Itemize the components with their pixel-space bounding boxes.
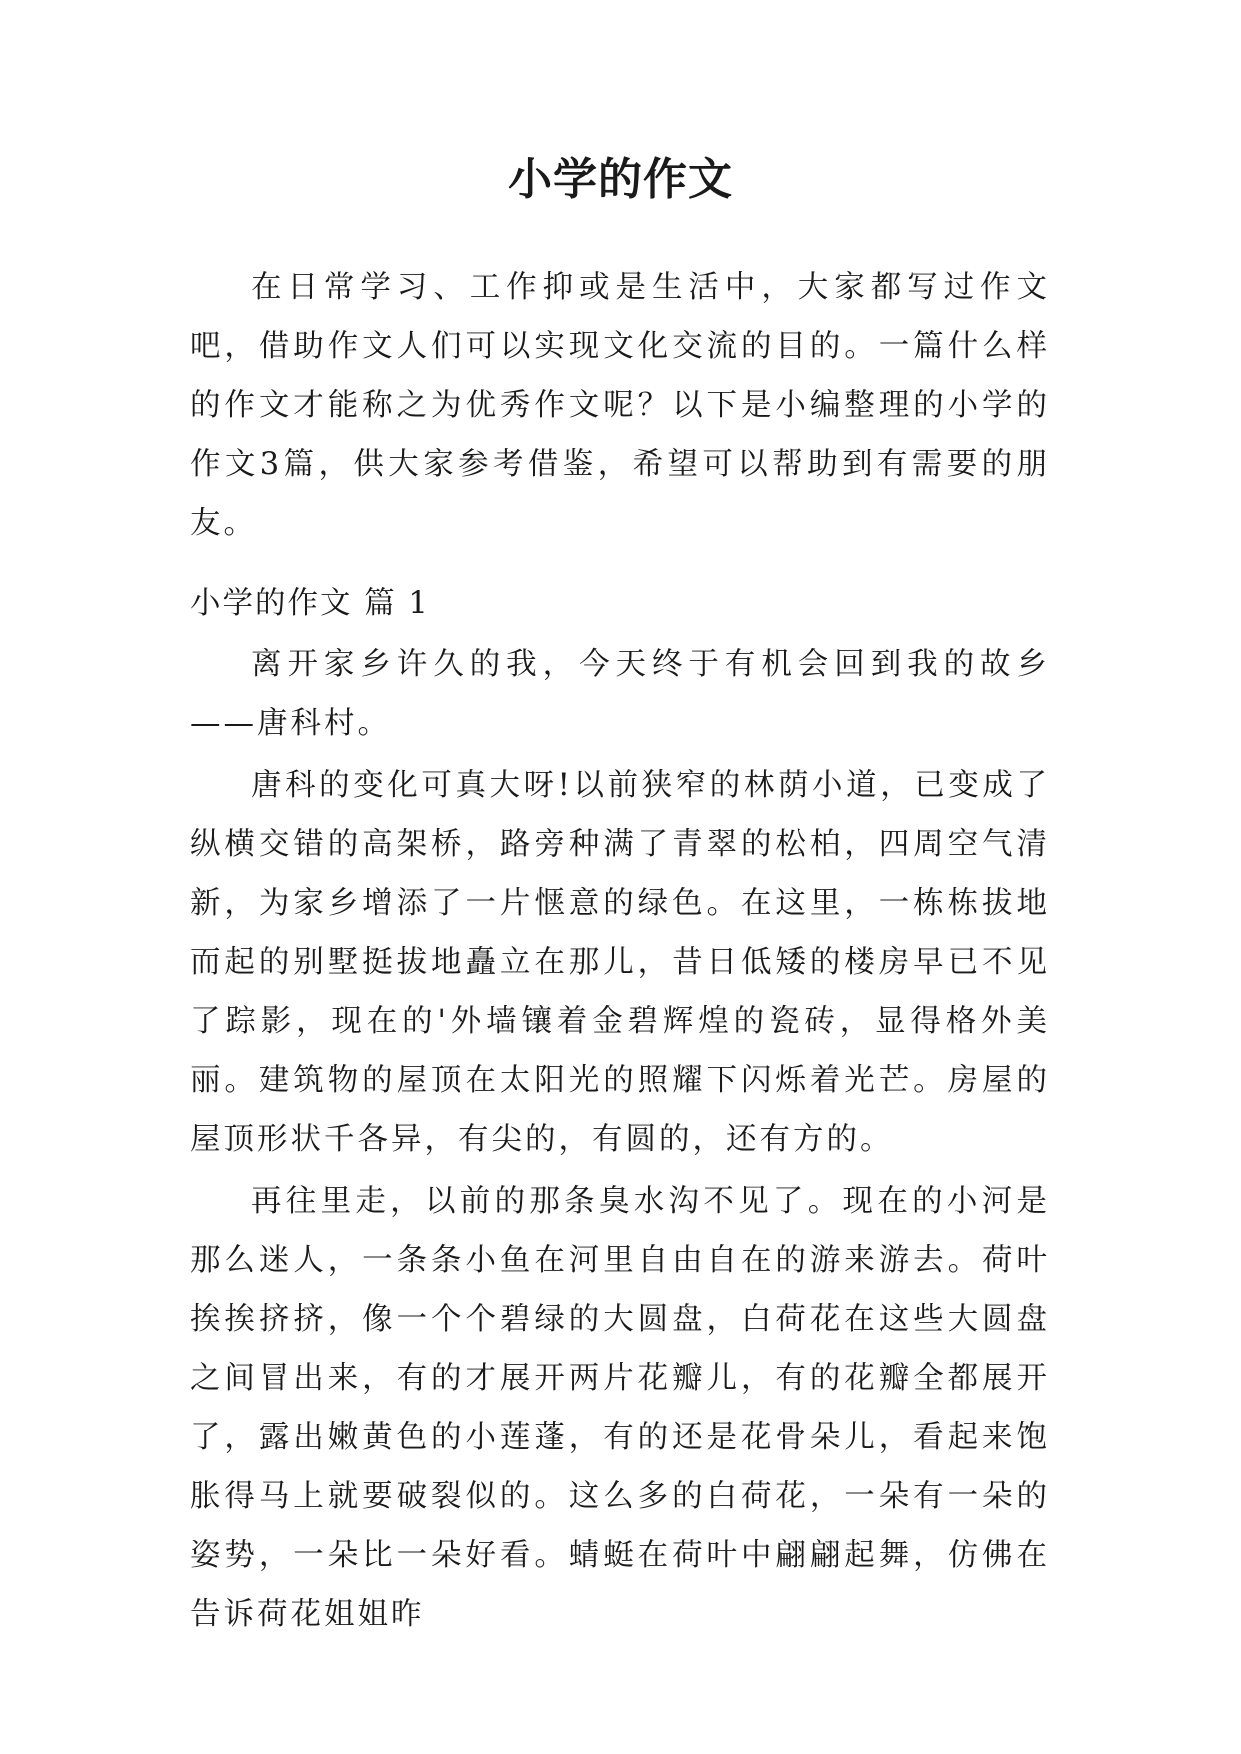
body-paragraph: 再往里走，以前的那条臭水沟不见了。现在的小河是那么迷人，一条条小鱼在河里自由自在的游来游去。荷叶挨挨挤挤，像一个个碧绿的大圆盘，白荷花在这些大圆盘之间冒出来，有的才展开两片花瓣儿，有的花瓣全都展开了，露出嫩黄色的小莲蓬，有的还是花骨朵儿，看起来饱胀得马上就要破裂似的。这么多的白荷花，一朵有一朵的姿势，一朵比一朵好看。蜻蜓在荷叶中翩翩起舞，仿佛在告诉荷花姐姐昨	[190, 1184, 1050, 1632]
body-paragraph: 离开家乡许久的我，今天终于有机会回到我的故乡——唐科村。	[190, 647, 1050, 741]
body-paragraph: 唐科的变化可真大呀!以前狭窄的林荫小道，已变成了纵横交错的高架桥，路旁种满了青翠的松柏，四周空气清新，为家乡增添了一片惬意的绿色。在这里，一栋栋拔地而起的别墅挺拔地矗立在那儿，昔日低矮的楼房早已不见了踪影，现在的'外墙镶着金碧辉煌的瓷砖，显得格外美丽。建筑物的屋顶在太阳光的照耀下闪烁着光芒。房屋的屋顶形状千各异，有尖的，有圆的，还有方的。	[190, 768, 1050, 1157]
section-heading: 小学的作文 篇 1	[190, 586, 430, 621]
intro-paragraph: 在日常学习、工作抑或是生活中，大家都写过作文吧，借助作文人们可以实现文化交流的目的。一篇什么样的作文才能称之为优秀作文呢？以下是小编整理的小学的作文3篇，供大家参考借鉴，希望可以帮助到有需要的朋友。	[190, 270, 1050, 541]
section-1-body	[190, 635, 1050, 1644]
intro-section	[190, 258, 1050, 553]
document-title: 小学的作文	[508, 154, 733, 205]
